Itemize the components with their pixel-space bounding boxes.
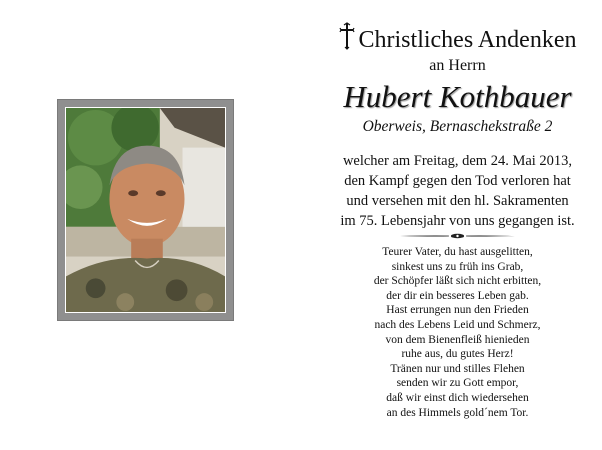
poem-line: der dir ein besseres Leben gab. <box>386 289 529 302</box>
poem-line: von dem Bienenfleiß hienieden <box>385 333 530 346</box>
poem-line: nach des Lebens Leid und Schmerz, <box>374 318 541 331</box>
cross-icon <box>339 22 355 50</box>
portrait-illustration <box>66 108 225 312</box>
poem-line: Hast errungen nun den Frieden <box>386 304 529 317</box>
deceased-address: Oberweis, Bernaschekstraße 2 <box>362 118 553 135</box>
deceased-name: Hubert Kothbauer <box>343 79 572 114</box>
poem-line: sinkest uns zu früh ins Grab, <box>391 260 524 273</box>
death-notice-line: welcher am Freitag, dem 24. Mai 2013, <box>342 153 573 169</box>
ornament-divider <box>400 231 515 241</box>
card-title <box>325 22 590 55</box>
death-notice <box>325 151 590 231</box>
poem-line: Teurer Vater, du hast ausgelitten, <box>382 246 533 258</box>
poem-line: Tränen nur und stilles Flehen <box>390 362 525 375</box>
memorial-poem <box>325 245 590 420</box>
poem-line: senden wir zu Gott empor, <box>396 377 519 390</box>
poem-line: der Schöpfer läßt sich nicht erbitten, <box>373 275 542 288</box>
portrait-frame <box>57 99 234 321</box>
poem-line: daß wir einst dich wiedersehen <box>386 391 529 404</box>
death-notice-line: und versehen mit den hl. Sakramenten <box>346 193 569 209</box>
card-title-text: Christliches Andenken <box>358 27 577 53</box>
poem-line: ruhe aus, du gutes Herz! <box>401 348 514 361</box>
death-notice-line: im 75. Lebensjahr von uns gegangen ist. <box>340 213 575 229</box>
card-subtitle: an Herrn <box>429 57 486 74</box>
portrait-photo <box>65 107 226 313</box>
death-notice-line: den Kampf gegen den Tod verloren hat <box>344 173 571 189</box>
poem-line: an des Himmels gold´nem Tor. <box>386 406 529 419</box>
